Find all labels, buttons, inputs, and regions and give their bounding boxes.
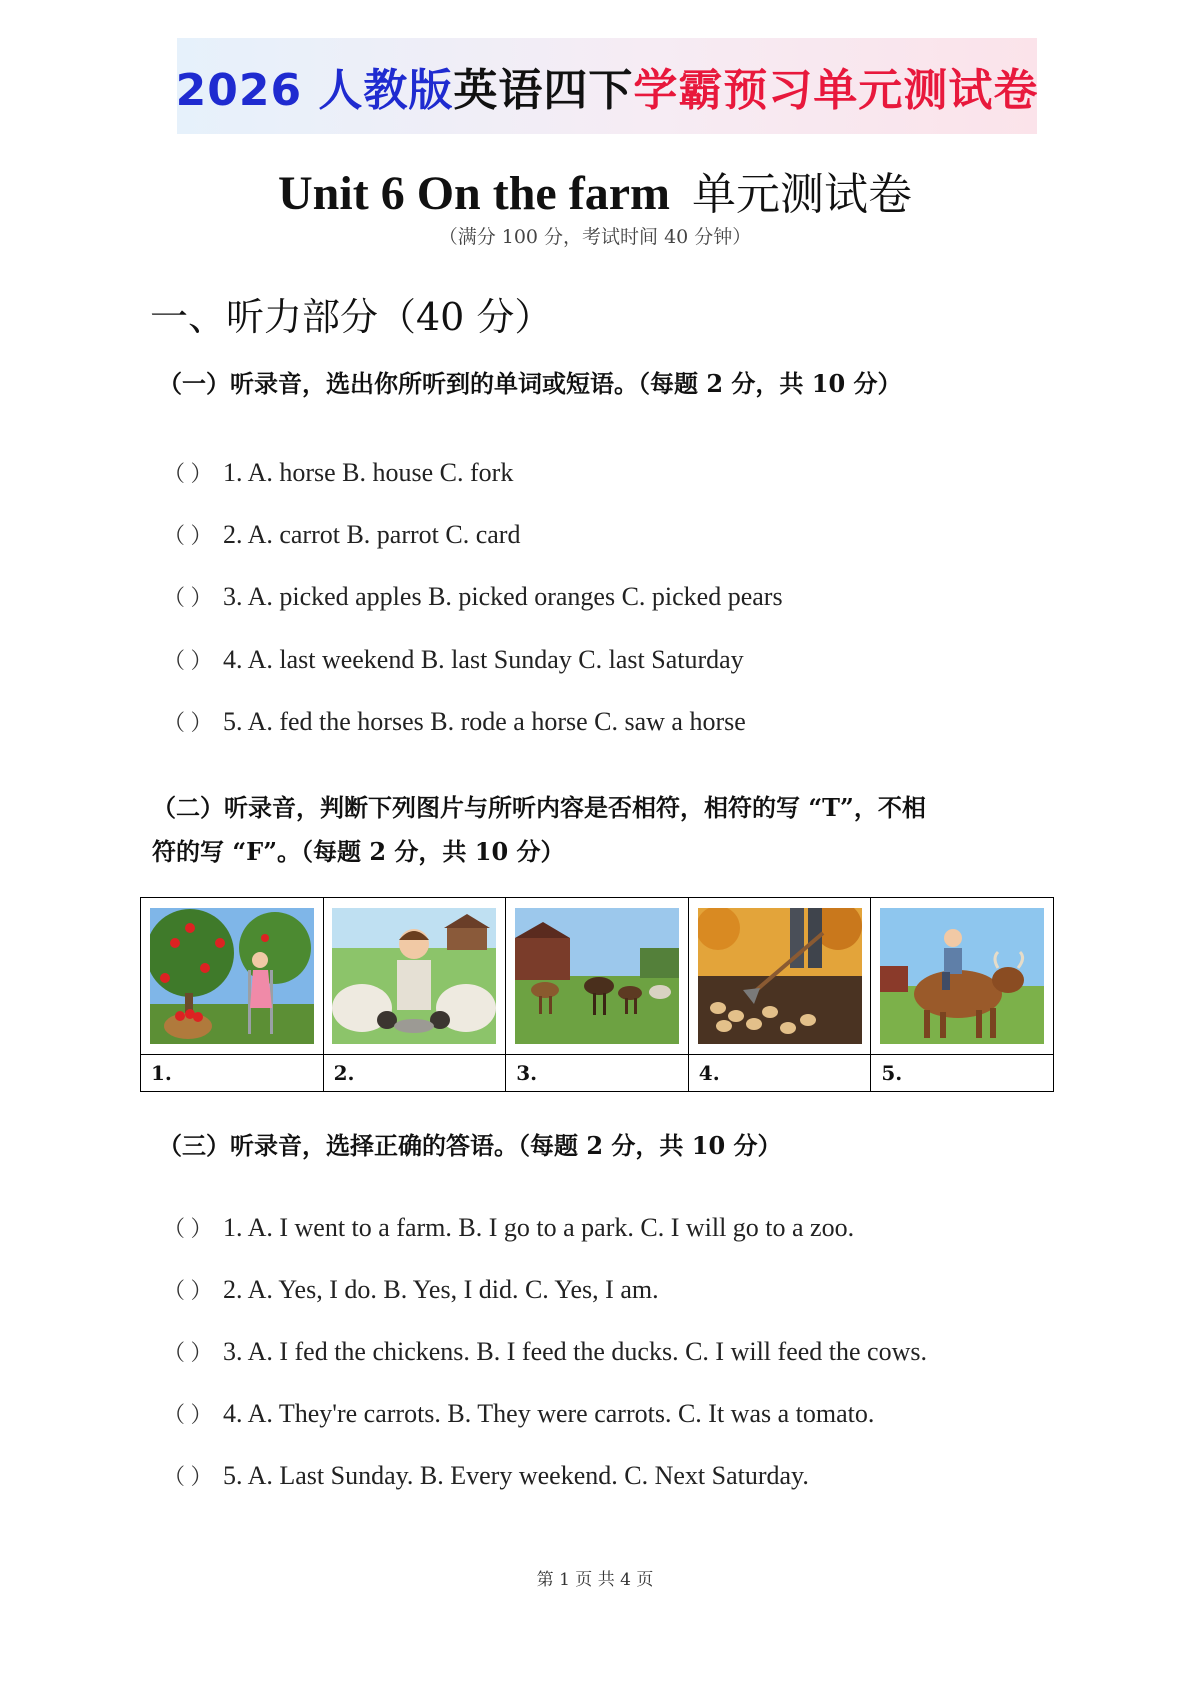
picture-number-4[interactable]: 4. <box>688 1055 871 1092</box>
part2-heading: （二）听录音，判断下列图片与所听内容是否相符，相符的写 “T”，不相 符的写 “F”。（每题 2 分，共 10 分） <box>152 793 926 866</box>
picture-number-1[interactable]: 1. <box>141 1055 324 1092</box>
answer-blank[interactable]: （ ） <box>163 461 213 486</box>
answer-blank[interactable]: （ ） <box>163 523 213 548</box>
girl-picking-apples-image <box>150 908 314 1044</box>
part3-question-1: （ ） 1. A. I went to a farm. B. I go to a park. C. I will go to a zoo. <box>163 1213 855 1242</box>
part1-question-4: （ ） 4. A. last weekend B. last Sunday C. last Saturday <box>163 645 744 674</box>
page-footer: 第 1 页 共 4 页 <box>536 1570 654 1590</box>
part1-heading: （一）听录音，选出你所听到的单词或短语。（每题 2 分，共 10 分） <box>158 369 902 398</box>
answer-blank[interactable]: （ ） <box>163 1278 213 1303</box>
exam-info: （满分 100 分，考试时间 40 分钟） <box>438 226 752 248</box>
picture-cell-4 <box>688 898 871 1055</box>
part3-heading: （三）听录音，选择正确的答语。（每题 2 分，共 10 分） <box>158 1131 782 1160</box>
part3-question-5: （ ） 5. A. Last Sunday. B. Every weekend. C. Next Saturday. <box>163 1461 809 1490</box>
picture-table <box>140 897 1054 1092</box>
digging-potatoes-image <box>698 908 862 1044</box>
part1-question-1: （ ） 1. A. horse B. house C. fork <box>163 458 514 487</box>
answer-blank[interactable]: （ ） <box>163 585 213 610</box>
banner-test-name: 学霸预习单元测试卷 <box>633 65 1039 116</box>
answer-blank[interactable]: （ ） <box>163 1464 213 1489</box>
picture-cell-1 <box>141 898 324 1055</box>
part3-question-2: （ ） 2. A. Yes, I do. B. Yes, I did. C. Yes, I am. <box>163 1275 659 1304</box>
answer-blank[interactable]: （ ） <box>163 648 213 673</box>
answer-blank[interactable]: （ ） <box>163 1340 213 1365</box>
banner-year-edition: 2026 人教版 <box>175 65 454 116</box>
title-english: Unit 6 On the farm <box>278 167 670 220</box>
picture-number-3[interactable]: 3. <box>506 1055 689 1092</box>
picture-cell-5 <box>871 898 1054 1055</box>
part1-question-5: （ ） 5. A. fed the horses B. rode a horse C. saw a horse <box>163 707 746 736</box>
answer-blank[interactable]: （ ） <box>163 710 213 735</box>
page-title <box>0 158 1190 222</box>
part3-question-3: （ ） 3. A. I fed the chickens. B. I feed the ducks. C. I will feed the cows. <box>163 1337 927 1366</box>
header-banner <box>177 38 1037 134</box>
answer-blank[interactable]: （ ） <box>163 1216 213 1241</box>
boy-riding-cow-image <box>880 908 1044 1044</box>
picture-number-5[interactable]: 5. <box>871 1055 1054 1092</box>
section-listening-title: 一、听力部分（40 分） <box>150 295 553 339</box>
answer-blank[interactable]: （ ） <box>163 1402 213 1427</box>
picture-cell-3 <box>506 898 689 1055</box>
banner-subject: 英语四下 <box>453 65 634 116</box>
horses-running-image <box>515 908 679 1044</box>
title-chinese: 单元测试卷 <box>691 169 912 220</box>
picture-number-2[interactable]: 2. <box>323 1055 506 1092</box>
part1-question-2: （ ） 2. A. carrot B. parrot C. card <box>163 520 521 549</box>
picture-cell-2 <box>323 898 506 1055</box>
part1-question-3: （ ） 3. A. picked apples B. picked oranges C. picked pears <box>163 582 783 611</box>
boy-feeding-sheep-image <box>332 908 496 1044</box>
part3-question-4: （ ） 4. A. They're carrots. B. They were carrots. C. It was a tomato. <box>163 1399 875 1428</box>
